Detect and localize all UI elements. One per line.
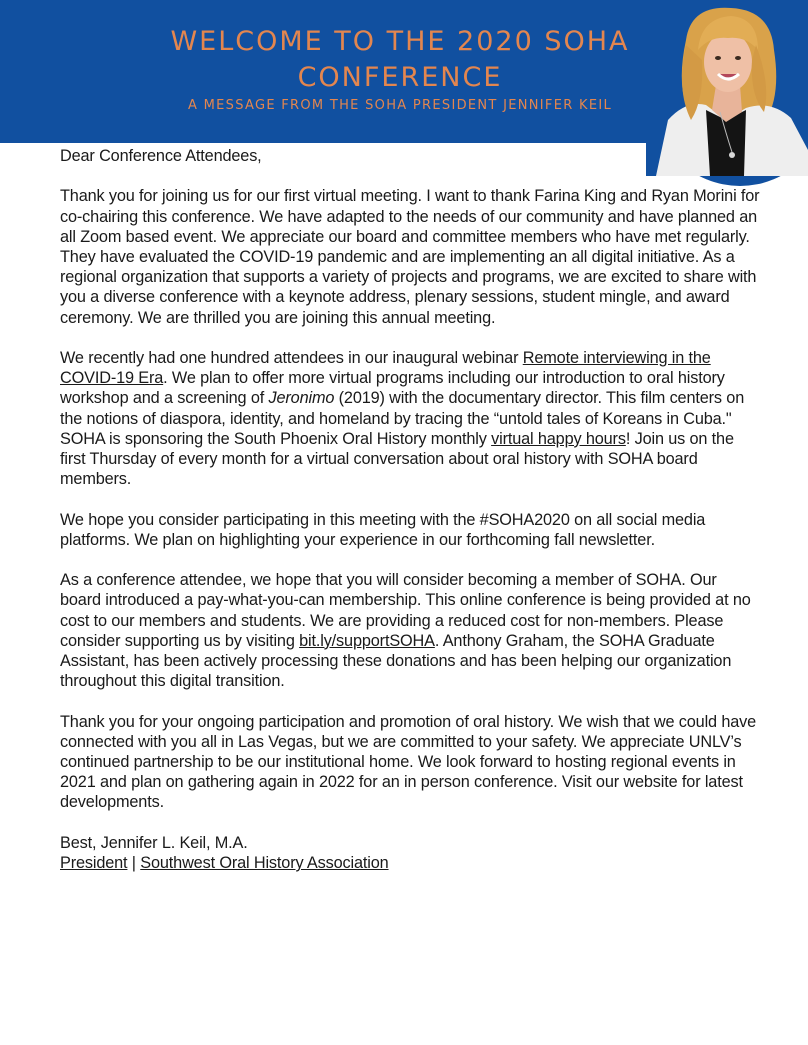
president-link[interactable]: President [60,854,128,873]
page-subtitle: A MESSAGE FROM THE SOHA PRESIDENT JENNIFER KEIL [187,98,613,113]
paragraph-closing: Thank you for your ongoing participation and promotion of oral history. We wish that we could have connected with you all in Las Vegas, but we are committed to your safety. We appreciate UNLV’s continued partnership to be our institutional home. We look forward to hosting regional events in 2021 and plan on gathering again in 2022 for an in person conference. Visit our website for latest developments. [60,712,757,812]
letter-body [60,146,760,873]
signature-closing: Best, Jennifer L. Keil, M.A. [60,833,248,852]
paragraph-social: We hope you consider participating in this meeting with the #SOHA2020 on all social media platforms. We plan on highlighting your experience in our forthcoming fall newsletter. [60,510,706,549]
text: ! Join us on the first Thursday of every month for a virtual conversation about oral history with SOHA board members. [60,429,734,489]
text: As a conference attendee, we hope that you will consider becoming a member of SOHA. Our board introduced a pay-what-you-can membership. This online conference is being provided at no cost to our members and students. We are providing a reduced cost for non-members. Please consider supporting us by visiting [60,571,751,650]
webinar-link[interactable]: Remote interviewing in the COVID-19 Era [60,349,711,388]
text: (2019) with the documentary director. This film centers on the notions of diaspora, identity, and homeland by tracing the “untold tales of Koreans in Cuba." SOHA is sponsoring the South Phoenix Oral History monthly [60,389,745,448]
association-link[interactable]: Southwest Oral History Association [140,854,389,873]
separator: | [127,854,141,873]
signature-links [60,853,760,873]
text: . We plan to offer more virtual programs including our introduction to oral history workshop and a screening of [60,369,725,408]
support-link[interactable]: bit.ly/supportSOHA [299,631,435,650]
paragraph-membership [60,570,760,691]
happy-hours-link[interactable]: virtual happy hours [491,429,626,448]
paragraph-thanks: Thank you for joining us for our first virtual meeting. I want to thank Farina King and Ryan Morini for co-chairing this conference. We have adapted to the needs of our community and have planned an all Zoom based event. We appreciate our board and committee members who have met regularly. They have evaluated the COVID-19 pandemic and are implementing an all digital initiative. As a regional organization that supports a variety of projects and programs, we are excited to share with you a diverse conference with a keynote address, plenary sessions, student mingle, and award ceremony. We are thrilled you are joining this annual meeting. [60,187,760,327]
paragraph-programs [60,348,760,489]
signature [60,833,760,873]
text: We recently had one hundred attendees in our inaugural webinar [60,349,523,367]
page-title: WELCOME TO THE 2020 SOHA CONFERENCE [170,26,630,93]
text: . Anthony Graham, the SOHA Graduate Assistant, has been actively processing these donations and has been helping our organization throughout this digital transition. [60,631,732,691]
salutation: Dear Conference Attendees, [60,147,262,165]
film-title: Jeronimo [268,389,335,408]
